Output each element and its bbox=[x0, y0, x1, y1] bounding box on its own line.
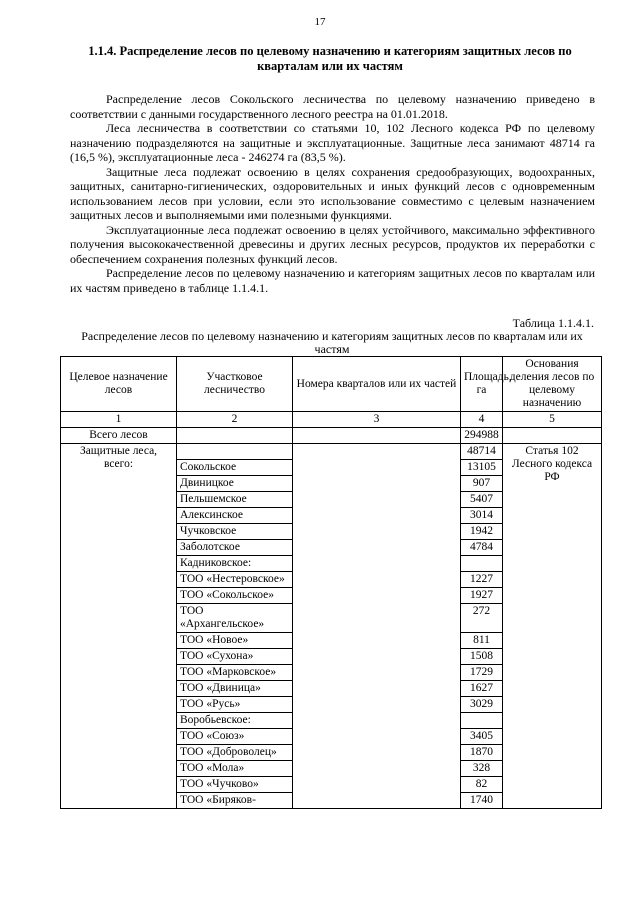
column-number-row bbox=[61, 412, 602, 428]
header-purpose: Целевое назначение лесов bbox=[61, 357, 177, 412]
forest-distribution-table bbox=[60, 356, 602, 809]
forestry-name: ТОО «Нестеровское» bbox=[177, 572, 293, 588]
forestry-name: Чучковское bbox=[177, 524, 293, 540]
forestry-area: 907 bbox=[461, 476, 503, 492]
forestry-name: ТОО «Новое» bbox=[177, 633, 293, 649]
paragraph-1: Распределение лесов Сокольского лесничества по целевому назначению приведено в соответствии с данными государственного лесного реестра на 01.01.2018. bbox=[70, 92, 595, 121]
protective-label: Защитные леса, всего: bbox=[61, 444, 177, 809]
forestry-area: 1508 bbox=[461, 649, 503, 665]
col-number: 5 bbox=[503, 412, 602, 428]
forestry-name: ТОО «Биряков- bbox=[177, 793, 293, 809]
protective-basis: Статья 102 Лесного кодекса РФ bbox=[503, 444, 602, 809]
col-number: 2 bbox=[177, 412, 293, 428]
col-number: 1 bbox=[61, 412, 177, 428]
section-heading: 1.1.4. Распределение лесов по целевому назначению и категориям защитных лесов по кварталам или их частям bbox=[88, 44, 572, 73]
header-forestry: Участковое лесничество bbox=[177, 357, 293, 412]
forestry-name: Сокольское bbox=[177, 460, 293, 476]
forestry-name: Двиницкое bbox=[177, 476, 293, 492]
forestry-name: Алексинское bbox=[177, 508, 293, 524]
page-number: 17 bbox=[314, 16, 326, 28]
header-area: Площадь, га bbox=[461, 357, 503, 412]
forestry-name: Воробьевское: bbox=[177, 713, 293, 729]
forestry-name: ТОО «Сокольское» bbox=[177, 588, 293, 604]
forestry-area: 1227 bbox=[461, 572, 503, 588]
forestry-name: Кадниковское: bbox=[177, 556, 293, 572]
forestry-area: 1942 bbox=[461, 524, 503, 540]
forestry-area: 13105 bbox=[461, 460, 503, 476]
forestry-name: ТОО «Чучково» bbox=[177, 777, 293, 793]
forestry-name: ТОО «Мола» bbox=[177, 761, 293, 777]
forestry-area: 4784 bbox=[461, 540, 503, 556]
forestry-area: 1870 bbox=[461, 745, 503, 761]
header-basis: Основания деления лесов по целевому назначению bbox=[503, 357, 602, 412]
forestry-name: ТОО «Сухона» bbox=[177, 649, 293, 665]
total-area: 294988 bbox=[461, 428, 503, 444]
forestry-area: 328 bbox=[461, 761, 503, 777]
forestry-area: 5407 bbox=[461, 492, 503, 508]
total-label: Всего лесов bbox=[61, 428, 177, 444]
forestry-name: ТОО «Доброволец» bbox=[177, 745, 293, 761]
forestry-name: Пельшемское bbox=[177, 492, 293, 508]
forestry-name: ТОО «Русь» bbox=[177, 697, 293, 713]
forestry-area: 82 bbox=[461, 777, 503, 793]
forestry-area: 1627 bbox=[461, 681, 503, 697]
forestry-area: 3029 bbox=[461, 697, 503, 713]
protective-area: 48714 bbox=[461, 444, 503, 460]
forestry-area: 811 bbox=[461, 633, 503, 649]
forestry-area: 1927 bbox=[461, 588, 503, 604]
forestry-area: 272 bbox=[461, 604, 503, 633]
forestry-area: 3405 bbox=[461, 729, 503, 745]
paragraph-3: Защитные леса подлежат освоению в целях сохранения средообразующих, водоохранных, защитных, санитарно-гигиенических, оздоровительных и иных функций лесов с одновременным использованием лесов при условии, если это использование совместимо с целевым назначением защитных лесов и выполняемыми ими полезными функциями. bbox=[70, 164, 595, 222]
protective-row bbox=[61, 444, 602, 460]
forestry-area bbox=[461, 556, 503, 572]
forestry-name: ТОО «Архангельское» bbox=[177, 604, 293, 633]
paragraph-2: Леса лесничества в соответствии со статьями 10, 102 Лесного кодекса РФ по целевому назначению подразделяются на защитные и эксплуатационные. Защитные леса занимают 48714 га (16,5 %), эксплуатационные леса - 246274 га (83,5 %). bbox=[70, 121, 595, 164]
forestry-area: 3014 bbox=[461, 508, 503, 524]
table-title: Распределение лесов по целевому назначению и категориям защитных лесов по кварталам или их частям bbox=[81, 329, 583, 356]
col-number: 4 bbox=[461, 412, 503, 428]
forestry-name: ТОО «Двиница» bbox=[177, 681, 293, 697]
forestry-name: ТОО «Марковское» bbox=[177, 665, 293, 681]
table-number: Таблица 1.1.4.1. bbox=[512, 316, 594, 330]
body-text bbox=[70, 92, 595, 295]
total-row bbox=[61, 428, 602, 444]
paragraph-4: Эксплуатационные леса подлежат освоению в целях устойчивого, максимально эффективного получения высококачественной древесины и других лесных ресурсов, продуктов их переработки с обеспечением сохранения полезных функций лесов. bbox=[70, 222, 595, 266]
forestry-area: 1740 bbox=[461, 793, 503, 809]
forestry-area bbox=[461, 713, 503, 729]
table-header-row bbox=[61, 357, 602, 412]
forestry-name: Заболотское bbox=[177, 540, 293, 556]
paragraph-5: Распределение лесов по целевому назначению и категориям защитных лесов по кварталам или их частям приведено в таблице 1.1.4.1. bbox=[70, 266, 595, 295]
forestry-area: 1729 bbox=[461, 665, 503, 681]
forestry-name: ТОО «Союз» bbox=[177, 729, 293, 745]
col-number: 3 bbox=[293, 412, 461, 428]
header-quarters: Номера кварталов или их частей bbox=[293, 357, 461, 412]
